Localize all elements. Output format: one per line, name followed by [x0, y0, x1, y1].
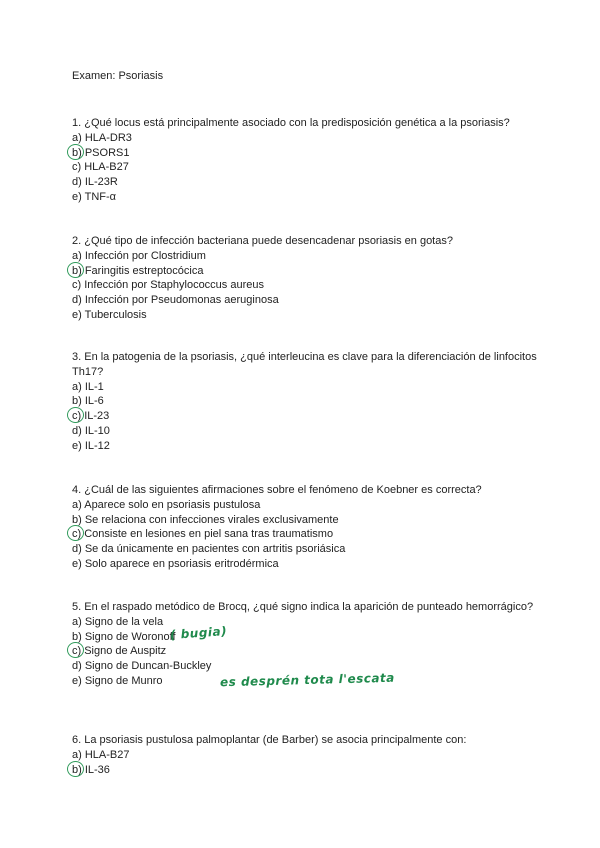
answer-option [72, 424, 542, 439]
question-stem: 4. ¿Cuál de las siguientes afirmaciones sobre el fenómeno de Koebner es correcta? [72, 484, 482, 496]
answer-option [72, 308, 542, 323]
answer-option [72, 542, 542, 557]
answer-option-label: e) Tuberculosis [72, 308, 147, 321]
question-2 [72, 234, 542, 323]
answer-option [72, 278, 542, 293]
answer-option [72, 131, 542, 146]
answer-option-label: b) Faringitis estreptocócica [72, 264, 204, 277]
question-6 [72, 733, 542, 777]
handwritten-note-vela: ( bugia) [169, 624, 228, 642]
answer-option [72, 146, 542, 161]
handwritten-note-duncan: es desprén tota l'escata [219, 670, 395, 690]
answer-option-label: e) Solo aparece en psoriasis eritrodérmica [72, 557, 279, 570]
answer-option-label: e) IL-12 [72, 439, 110, 452]
answer-option-label: e) TNF-α [72, 190, 117, 203]
answer-option-label: b) IL-6 [72, 395, 104, 408]
answer-option-label: a) IL-1 [72, 380, 104, 393]
answer-option-label: a) Infección por Clostridium [72, 249, 206, 262]
answer-option [72, 659, 542, 674]
answer-option-label: d) IL-10 [72, 424, 110, 437]
answer-option [72, 630, 542, 645]
answer-option [72, 190, 542, 205]
page-title: Examen: Psoriasis [72, 70, 164, 82]
answer-option-label: d) Infección por Pseudomonas aeruginosa [72, 294, 279, 307]
answer-option [72, 527, 542, 542]
answer-option-label: c) HLA-B27 [72, 161, 129, 174]
question-4 [72, 483, 542, 572]
answer-option [72, 763, 542, 778]
selected-answer-circle [67, 761, 84, 777]
answer-option-label: e) Signo de Munro [72, 674, 163, 687]
answer-option-label: b) PSORS1 [72, 146, 130, 159]
answer-option-label: d) Signo de Duncan-Buckley [72, 660, 212, 673]
answer-option-label: b) Se relaciona con infecciones virales exclusivamente [72, 513, 339, 526]
answer-option [72, 264, 542, 279]
answer-option [72, 615, 542, 630]
answer-option-label: a) HLA-DR3 [72, 131, 132, 144]
answer-option [72, 249, 542, 264]
question-3 [72, 350, 542, 454]
question-1 [72, 116, 542, 205]
answer-option [72, 557, 542, 572]
answer-option [72, 409, 542, 424]
selected-answer-circle [67, 262, 84, 278]
answer-option [72, 644, 542, 659]
question-stem: 6. La psoriasis pustulosa palmoplantar (de Barber) se asocia principalmente con: [72, 734, 467, 746]
question-stem: 2. ¿Qué tipo de infección bacteriana puede desencadenar psoriasis en gotas? [72, 235, 453, 247]
answer-option [72, 513, 542, 528]
answer-option [72, 439, 542, 454]
answer-option-label: c) Consiste en lesiones en piel sana tras traumatismo [72, 528, 334, 541]
answer-option [72, 394, 542, 409]
answer-option [72, 293, 542, 308]
answer-option-label: a) Signo de la vela [72, 615, 164, 628]
answer-option-label: a) Aparece solo en psoriasis pustulosa [72, 498, 261, 511]
answer-option [72, 498, 542, 513]
answer-option-label: b) Signo de Woronoff [72, 630, 176, 643]
answer-option-label: a) HLA-B27 [72, 748, 130, 761]
answer-option-label: c) Infección por Staphylococcus aureus [72, 279, 264, 292]
answer-option [72, 160, 542, 175]
selected-answer-circle [67, 144, 84, 160]
answer-option-label: d) IL-23R [72, 176, 118, 189]
answer-option [72, 380, 542, 395]
answer-option [72, 175, 542, 190]
answer-option-label: c) Signo de Auspitz [72, 645, 167, 658]
question-stem: 5. En el raspado metódico de Brocq, ¿qué signo indica la aparición de punteado hemorrágico? [72, 601, 534, 613]
question-stem: 1. ¿Qué locus está principalmente asociado con la predisposición genética a la psoriasis? [72, 117, 510, 129]
question-stem: 3. En la patogenia de la psoriasis, ¿qué interleucina es clave para la diferenciación de linfocitos Th17? [72, 351, 537, 378]
answer-option-label: b) IL-36 [72, 763, 110, 776]
answer-option [72, 748, 542, 763]
answer-option-label: c) IL-23 [72, 410, 110, 423]
answer-option-label: d) Se da únicamente en pacientes con artritis psoriásica [72, 543, 346, 556]
